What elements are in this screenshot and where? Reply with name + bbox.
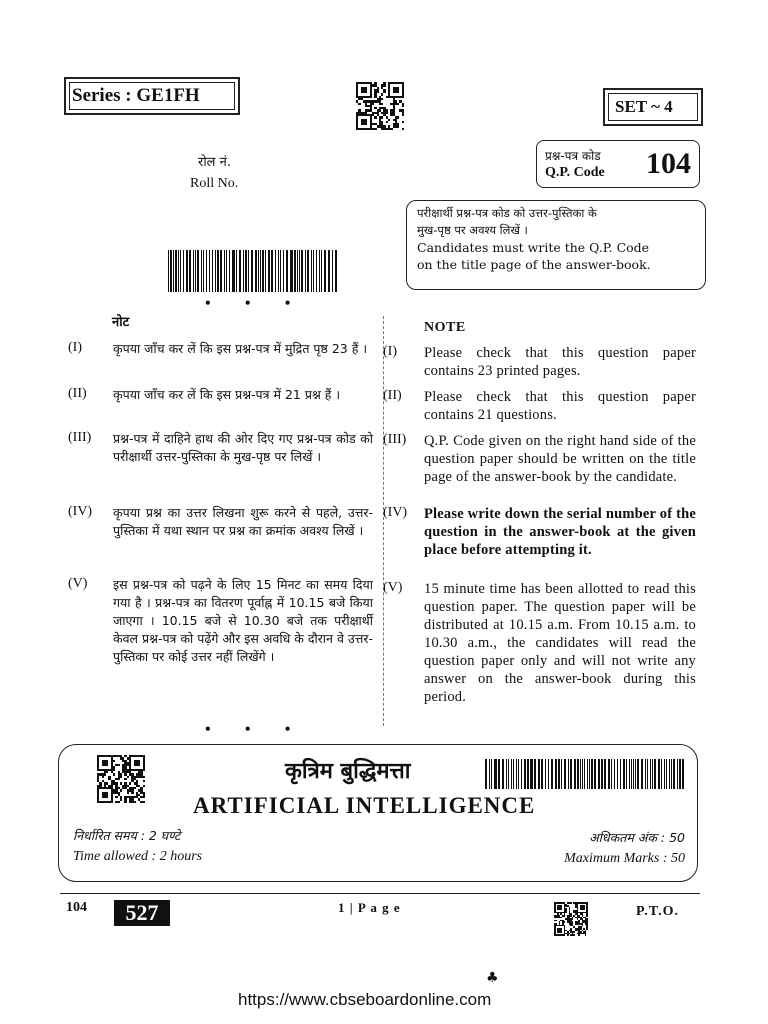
scan-mark-icon: ♣	[486, 970, 499, 986]
note-en-text: Please write down the serial number of the question in the answer-book at the given place before attempting it.	[424, 506, 696, 558]
qr-code-icon	[356, 82, 404, 130]
note-en-item	[383, 580, 699, 730]
subject-title-hi: कृत्रिम बुद्धिमत्ता	[285, 759, 411, 784]
instruction-en-line-2: on the title page of the answer-book.	[417, 257, 651, 272]
note-hi-item	[68, 576, 374, 706]
note-hi-num: (III)	[68, 430, 92, 445]
note-hi-num: (II)	[68, 386, 87, 401]
note-en-num: (III)	[383, 432, 407, 447]
footer-code: 104	[66, 900, 87, 915]
instruction-hi-line-1: परीक्षार्थी प्रश्न-पत्र कोड को उत्तर-पुस्तिका के	[417, 206, 597, 220]
footer-url: https://www.cbseboardonline.com	[238, 990, 492, 1009]
subject-box	[58, 744, 698, 882]
instruction-hi-line-2: मुख-पृष्ठ पर अवश्य लिखें ।	[417, 223, 528, 237]
barcode-icon	[168, 250, 338, 292]
qp-code-value: 104	[646, 147, 691, 180]
subject-title-en: ARTIFICIAL INTELLIGENCE	[193, 793, 536, 818]
set-box	[603, 88, 703, 126]
note-en-num: (V)	[383, 580, 403, 595]
note-hi-item	[68, 504, 374, 560]
footer-code-box: 527	[114, 900, 170, 926]
note-hi-item	[68, 430, 374, 486]
note-en-item	[383, 505, 699, 579]
note-hi-num: (V)	[68, 576, 88, 591]
footer-divider	[60, 893, 700, 894]
note-heading-hi: नोट	[112, 315, 130, 330]
note-hi-item	[68, 340, 374, 378]
candidate-instruction-box	[406, 200, 706, 290]
note-hi-text: कृपया जाँच कर लें कि इस प्रश्न-पत्र में मुद्रित पृष्ठ 23 हैं ।	[113, 341, 368, 356]
note-en-num: (IV)	[383, 505, 408, 520]
set-label: SET ~ 4	[615, 97, 673, 116]
time-allowed-hi: निर्धारित समय : 2 घण्टे	[73, 828, 181, 843]
qp-code-label-en: Q.P. Code	[545, 165, 605, 180]
note-heading-en: NOTE	[424, 320, 466, 335]
series-label: Series : GE1FH	[72, 85, 200, 106]
time-allowed-en: Time allowed : 2 hours	[73, 849, 203, 864]
roll-no-hi: रोल नं.	[198, 155, 231, 170]
qr-code-icon	[554, 902, 588, 936]
note-hi-item	[68, 386, 374, 424]
note-hi-num: (IV)	[68, 504, 93, 519]
roll-no-en: Roll No.	[190, 176, 239, 191]
qp-code-box	[536, 140, 700, 188]
instruction-en-line-1: Candidates must write the Q.P. Code	[417, 240, 650, 255]
note-en-text: Please check that this question paper contains 23 printed pages.	[424, 345, 696, 379]
pto-label: P.T.O.	[636, 904, 679, 919]
note-en-num: (I)	[383, 344, 397, 359]
note-en-item	[383, 432, 699, 506]
note-en-text: Q.P. Code given on the right hand side of the question paper should be written on the title page of the answer-book by the candidate.	[424, 433, 696, 485]
note-en-text: Please check that this question paper contains 21 questions.	[424, 389, 696, 423]
series-box	[64, 77, 240, 115]
qp-code-label-hi: प्रश्न-पत्र कोड	[545, 149, 601, 163]
max-marks-hi: अधिकतम अंक : 50	[589, 830, 685, 845]
note-en-text: 15 minute time has been allotted to read this question paper. The question paper will be distributed at 10.15 a.m. From 10.15 a.m. to 10.30 a.m., the candidates will read the question paper only and will not write any answer on the answer-book during this period.	[424, 581, 696, 705]
note-en-item	[383, 344, 699, 382]
dots-top: • • •	[204, 296, 306, 310]
note-hi-text: कृपया प्रश्न का उत्तर लिखना शुरू करने से पहले, उत्तर-पुस्तिका में यथा स्थान पर प्रश्न का क्रमांक अवश्य लिखें ।	[113, 505, 373, 538]
note-en-item	[383, 388, 699, 426]
page-number: 1 | P a g e	[338, 900, 401, 915]
qr-code-icon	[97, 755, 145, 803]
note-en-num: (II)	[383, 388, 402, 403]
note-hi-num: (I)	[68, 340, 82, 355]
max-marks-en: Maximum Marks : 50	[564, 851, 685, 866]
note-hi-text: इस प्रश्न-पत्र को पढ़ने के लिए 15 मिनट का समय दिया गया है । प्रश्न-पत्र का वितरण पूर्वाह्न में 10.15 बजे किया जाएगा । 10.15 बजे से 10.30 बजे तक परीक्षार्थी केवल प्रश्न-पत्र को पढ़ेंगे और इस अवधि के दौरान वे उत्तर-पुस्तिका पर कोई उत्तर नहीं लिखेंगे ।	[113, 577, 373, 664]
dots-bottom: • • •	[204, 722, 306, 736]
barcode-icon	[485, 759, 685, 789]
note-hi-text: कृपया जाँच कर लें कि इस प्रश्न-पत्र में 21 प्रश्न हैं ।	[113, 387, 341, 402]
note-hi-text: प्रश्न-पत्र में दाहिने हाथ की ओर दिए गए प्रश्न-पत्र कोड को परीक्षार्थी उत्तर-पुस्तिका के मुख-पृष्ठ पर लिखें ।	[113, 431, 373, 464]
